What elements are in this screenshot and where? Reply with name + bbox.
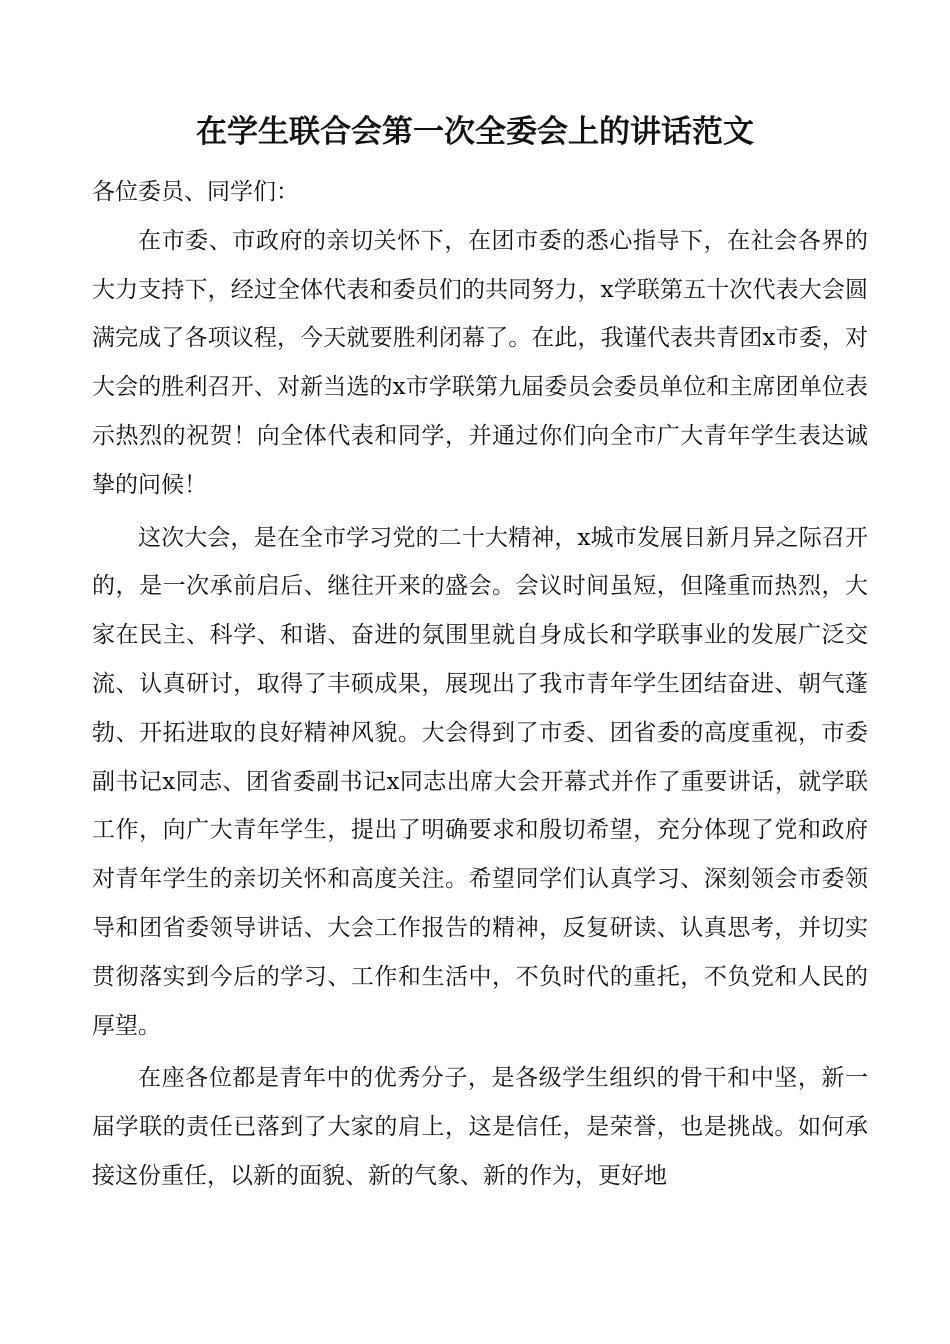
document-title: 在学生联合会第一次全委会上的讲话范文 bbox=[196, 114, 754, 150]
paragraph-2: 这次大会，是在全市学习党的二十大精神，x城市发展日新月异之际召开的，是一次承前启后、继往开来的盛会。会议时间虽短，但隆重而热烈，大家在民主、科学、和谐、奋进的氛围里就自身成长和学联事业的发展广泛交流、认真研讨，取得了丰硕成果，展现出了我市青年学生团结奋进、朝气蓬勃、开拓进取的良好精神风貌。大会得到了市委、团省委的高度重视，市委副书记x同志、团省委副书记x同志出席大会开幕式并作了重要讲话，就学联工作，向广大青年学生，提出了明确要求和殷切希望，充分体现了党和政府对青年学生的亲切关怀和高度关注。希望同学们认真学习、深刻领会市委领导和团省委领导讲话、大会工作报告的精神，反复研读、认真思考，并切实贯彻落实到今后的学习、工作和生活中，不负时代的重托，不负党和人民的厚望。 bbox=[92, 524, 868, 1039]
salutation: 各位委员、同学们： bbox=[92, 179, 299, 205]
paragraph-3: 在座各位都是青年中的优秀分子，是各级学生组织的骨干和中坚，新一届学联的责任已落到了大家的肩上，这是信任，是荣誉，也是挑战。如何承接这份重任，以新的面貌、新的气象、新的作为，更好地 bbox=[92, 1065, 868, 1189]
paragraph-1: 在市委、市政府的亲切关怀下，在团市委的悉心指导下，在社会各界的大力支持下，经过全体代表和委员们的共同努力，x学联第五十次代表大会圆满完成了各项议程，今天就要胜利闭幕了。在此，我谨代表共青团x市委，对大会的胜利召开、对新当选的x市学联第九届委员会委员单位和主席团单位表示热烈的祝贺！向全体代表和同学，并通过你们向全市广大青年学生表达诚挚的问候！ bbox=[92, 227, 868, 498]
document-body bbox=[92, 168, 868, 1201]
